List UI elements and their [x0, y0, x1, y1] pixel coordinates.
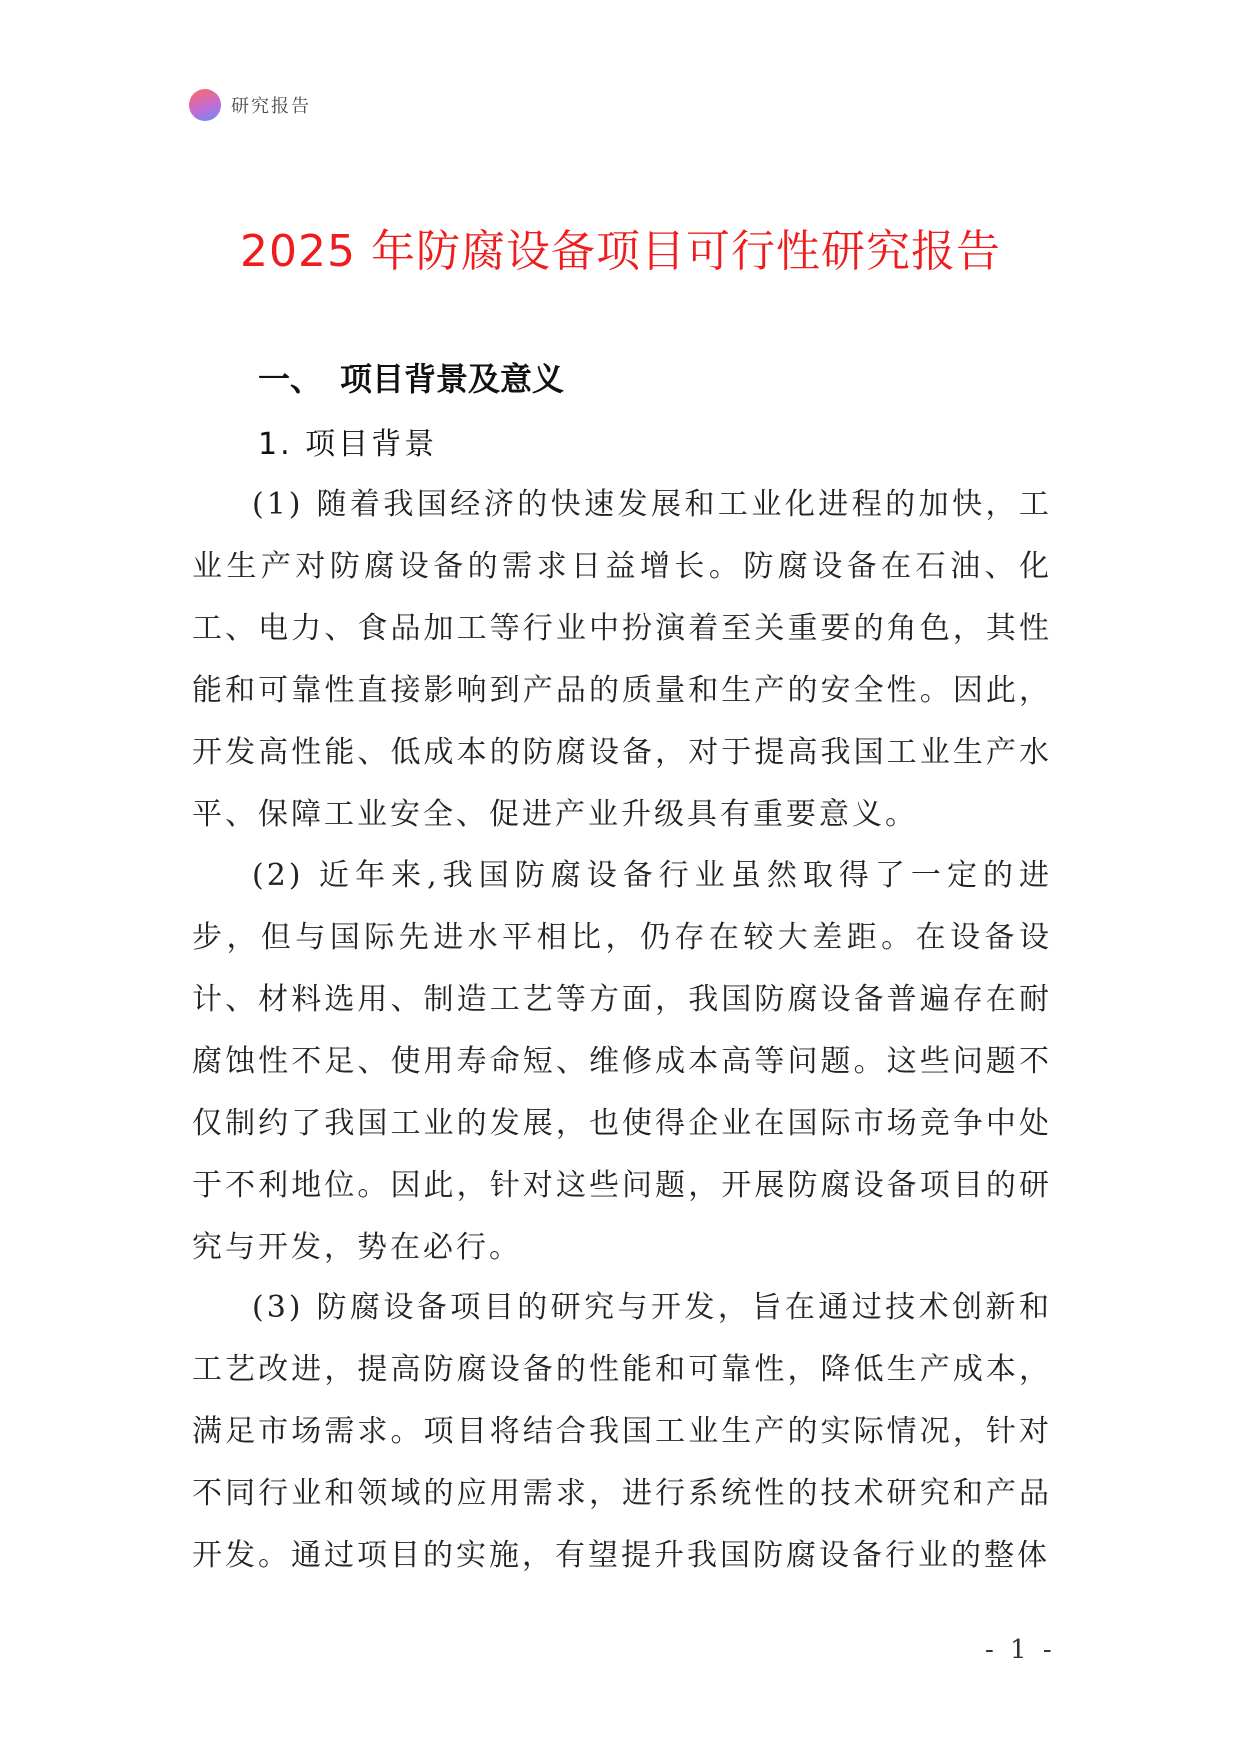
- header-label: 研究报告: [231, 96, 311, 117]
- paragraph-3: (3) 防腐设备项目的研究与开发，旨在通过技术创新和工艺改进，提高防腐设备的性能和可靠性，降低生产成本，满足市场需求。项目将结合我国工业生产的实际情况，针对不同行业和领域的应用需求，进行系统性的技术研究和产品开发。通过项目的实施，有望提升我国防腐设备行业的整体: [192, 1290, 1052, 1573]
- logo-icon: [189, 89, 221, 121]
- page-header: [189, 88, 311, 122]
- section-heading: [258, 357, 564, 401]
- section-number: 一、: [258, 360, 323, 398]
- subsection-heading: 1. 项目背景: [258, 427, 438, 462]
- paragraph-1: (1) 随着我国经济的快速发展和工业化进程的加快，工业生产对防腐设备的需求日益增长。防腐设备在石油、化工、电力、食品加工等行业中扮演着至关重要的角色，其性能和可靠性直接影响到产品的质量和生产的安全性。因此，开发高性能、低成本的防腐设备，对于提高我国工业生产水平、保障工业安全、促进产业升级具有重要意义。: [192, 487, 1052, 832]
- paragraph-2: (2) 近年来,我国防腐设备行业虽然取得了一定的进步，但与国际先进水平相比，仍存在较大差距。在设备设计、材料选用、制造工艺等方面，我国防腐设备普遍存在耐腐蚀性不足、使用寿命短、维修成本高等问题。这些问题不仅制约了我国工业的发展，也使得企业在国际市场竞争中处于不利地位。因此，针对这些问题，开展防腐设备项目的研究与开发，势在必行。: [192, 858, 1052, 1265]
- page-number: - 1 -: [985, 1635, 1056, 1665]
- section-title: 项目背景及意义: [340, 360, 565, 398]
- document-title: 2025 年防腐设备项目可行性研究报告: [240, 226, 1001, 277]
